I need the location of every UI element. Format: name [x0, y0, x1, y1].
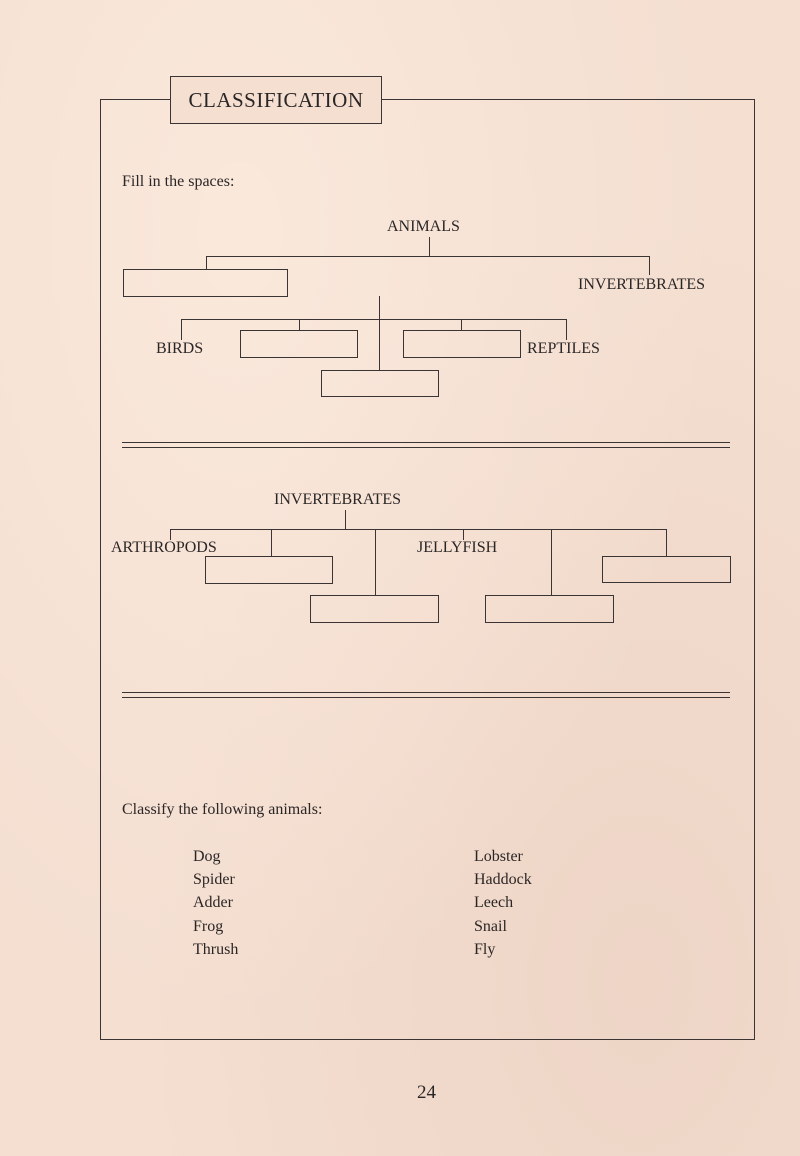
- animal-list-item: Spider: [193, 871, 235, 888]
- answer-box-class-2[interactable]: [403, 330, 521, 358]
- animal-list-item: Fly: [474, 941, 496, 958]
- tree2-connector: [170, 529, 667, 530]
- animal-list-item: Haddock: [474, 871, 532, 888]
- tree2-connector: [271, 529, 272, 556]
- tree1-connector: [379, 296, 380, 319]
- page-number: 24: [417, 1082, 436, 1103]
- answer-box-class-1[interactable]: [240, 330, 358, 358]
- tree2-arthropods-label: ARTHROPODS: [111, 539, 217, 556]
- tree1-connector: [649, 256, 650, 275]
- animal-list-item: Frog: [193, 918, 224, 935]
- animal-list-item: Dog: [193, 848, 221, 865]
- tree1-invertebrates-label: INVERTEBRATES: [578, 276, 706, 293]
- tree1-reptiles-label: REPTILES: [527, 340, 600, 357]
- tree2-connector: [345, 510, 346, 529]
- tree1-connector: [461, 319, 462, 330]
- tree1-connector: [206, 256, 650, 257]
- tree2-connector: [666, 529, 667, 556]
- tree2-connector: [551, 529, 552, 595]
- tree1-connector: [181, 319, 182, 340]
- fill-instruction: Fill in the spaces:: [122, 173, 235, 190]
- animal-list-item: Snail: [474, 918, 507, 935]
- animal-list-item: Lobster: [474, 848, 523, 865]
- animal-list-item: Adder: [193, 894, 233, 911]
- tree1-connector: [429, 237, 430, 256]
- tree1-connector: [379, 319, 380, 370]
- answer-box-invertebrate-3[interactable]: [310, 595, 439, 623]
- tree2-connector: [375, 529, 376, 595]
- tree2-jellyfish-label: JELLYFISH: [417, 539, 498, 556]
- section-divider: [122, 692, 730, 698]
- tree2-root-label: INVERTEBRATES: [274, 491, 402, 508]
- tree1-root-label: ANIMALS: [387, 218, 460, 235]
- answer-box-invertebrate-4[interactable]: [485, 595, 614, 623]
- answer-box-invertebrate-2[interactable]: [602, 556, 731, 583]
- tree1-birds-label: BIRDS: [156, 340, 204, 357]
- page-title: CLASSIFICATION: [170, 76, 382, 124]
- animal-list-item: Thrush: [193, 941, 239, 958]
- answer-box-invertebrate-1[interactable]: [205, 556, 333, 584]
- tree1-connector: [206, 256, 207, 269]
- animal-list-item: Leech: [474, 894, 514, 911]
- answer-box-class-3[interactable]: [321, 370, 439, 397]
- section-divider: [122, 442, 730, 448]
- tree1-connector: [299, 319, 300, 330]
- tree1-connector: [566, 319, 567, 340]
- tree1-connector: [181, 319, 567, 320]
- classify-instruction: Classify the following animals:: [122, 801, 323, 818]
- answer-box-vertebrates[interactable]: [123, 269, 288, 297]
